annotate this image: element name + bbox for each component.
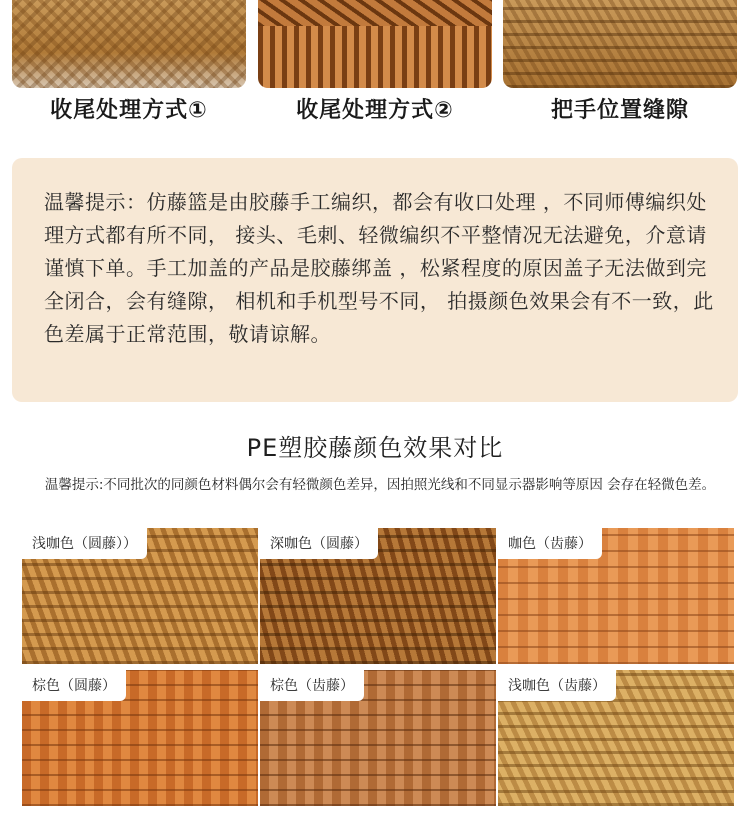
- color-section-title: PE塑胶藤颜色效果对比: [246, 434, 504, 462]
- swatch-label: 棕色（圆藤）: [22, 670, 126, 701]
- finish-style-2-photo: [258, 0, 492, 88]
- swatch-coffee-flat: [498, 528, 734, 664]
- handle-gap-photo: [503, 0, 737, 88]
- swatch-label: 深咖色（圆藤）: [260, 528, 378, 559]
- swatch-light-coffee-round: [22, 528, 258, 664]
- swatch-label: 浅咖色（圆藤））: [22, 528, 147, 559]
- swatch-label: 咖色（齿藤）: [498, 528, 602, 559]
- notice-text: 温馨提示：仿藤篮是由胶藤手工编织，都会有收口处理 ，不同师傅编织处理方式都有所不同， 接头、毛刺、轻微编织不平整情况无法避免，介意请谨慎下单。手工加盖的产品是胶藤绑盖 ，松紧程度的原因盖子无法做到完全闭合，会有缝隙， 相机和手机型号不同， 拍摄颜色效果会有不一致，此色差属于正常范围，敬请谅解。: [44, 190, 714, 346]
- swatch-dark-coffee-round: [260, 528, 496, 664]
- finish-style-1-photo: [12, 0, 246, 88]
- swatch-brown-flat: [260, 670, 496, 806]
- swatch-label: 棕色（齿藤）: [260, 670, 364, 701]
- color-section-tip: 温馨提示:不同批次的同颜色材料偶尔会有轻微颜色差异，因拍照光线和不同显示器影响等原因 会存在轻微色差。: [44, 477, 716, 493]
- swatch-label: 浅咖色（齿藤）: [498, 670, 616, 701]
- handle-gap-caption: 把手位置缝隙: [550, 98, 689, 123]
- notice-box: [12, 158, 738, 402]
- swatch-brown-round: [22, 670, 258, 806]
- finish-style-1-caption: 收尾处理方式①: [50, 98, 208, 123]
- swatch-light-coffee-flat: [498, 670, 734, 806]
- finish-style-2-caption: 收尾处理方式②: [296, 98, 454, 123]
